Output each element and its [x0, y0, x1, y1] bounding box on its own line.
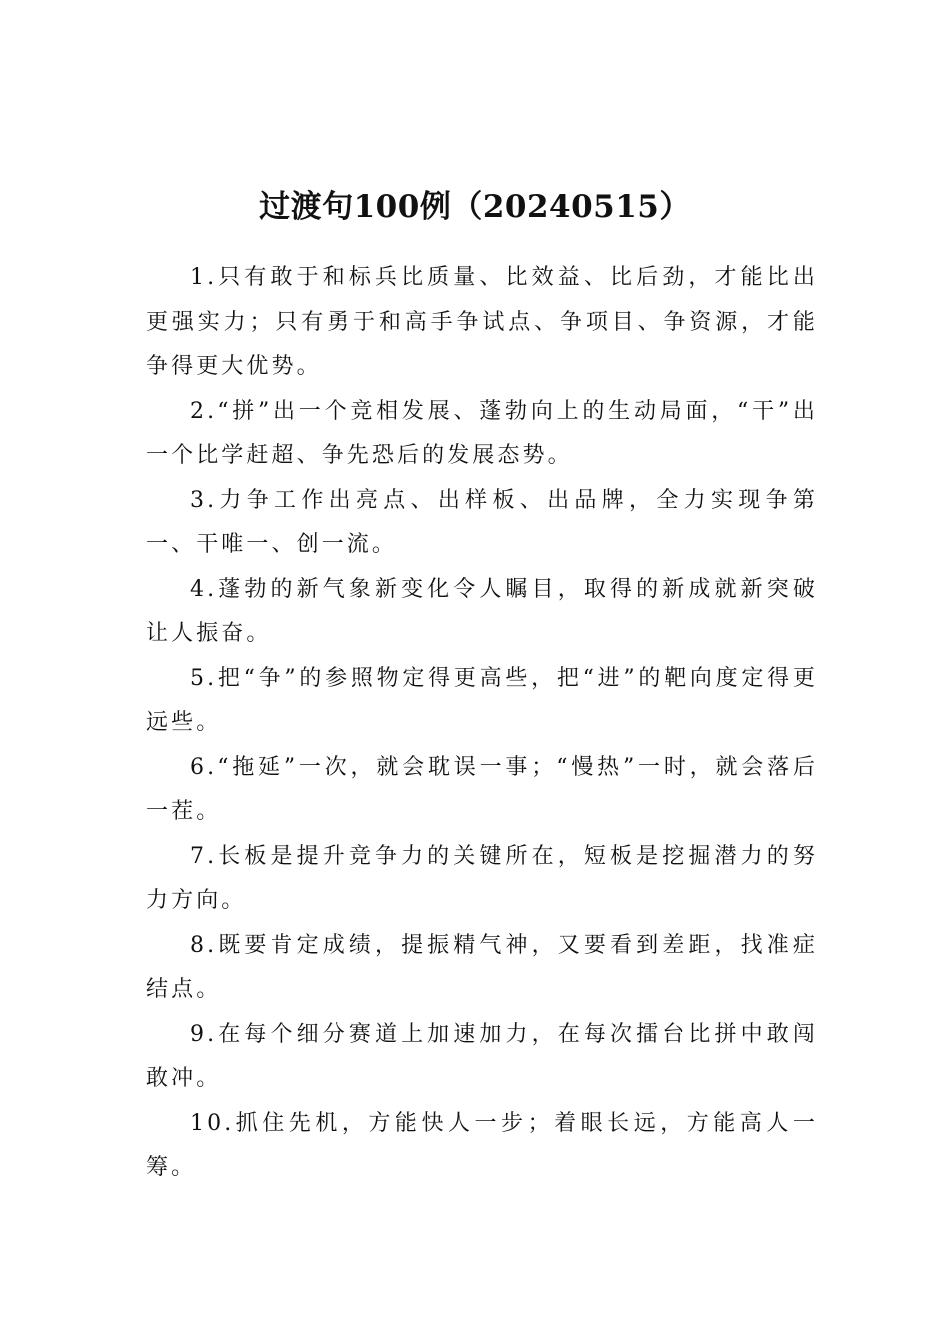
- paragraph-6: 6.“拖延”一次，就会耽误一事；“慢热”一时，就会落后一茬。: [146, 754, 818, 824]
- paragraph-5: 5.把“争”的参照物定得更高些，把“进”的靶向度定得更远些。: [146, 665, 818, 735]
- paragraph-9: 9.在每个细分赛道上加速加力，在每次擂台比拼中敢闯敢冲。: [146, 1021, 818, 1091]
- paragraph-1: 1.只有敢于和标兵比质量、比效益、比后劲，才能比出更强实力；只有勇于和高手争试点、争项目、争资源，才能争得更大优势。: [146, 265, 818, 379]
- paragraph-4: 4.蓬勃的新气象新变化令人瞩目，取得的新成就新突破让人振奋。: [146, 576, 818, 646]
- paragraph-3: 3.力争工作出亮点、出样板、出品牌，全力实现争第一、干唯一、创一流。: [146, 487, 818, 557]
- paragraph-7: 7.长板是提升竞争力的关键所在，短板是挖掘潜力的努力方向。: [146, 843, 818, 913]
- paragraph-2: 2.“拼”出一个竞相发展、蓬勃向上的生动局面，“干”出一个比学赶超、争先恐后的发展态势。: [146, 398, 818, 468]
- document-title: 过渡句100例（20240515）: [259, 188, 691, 225]
- paragraph-10: 10.抓住先机，方能快人一步；着眼长远，方能高人一筹。: [146, 1110, 818, 1180]
- paragraph-8: 8.既要肯定成绩，提振精气神，又要看到差距，找准症结点。: [146, 932, 818, 1002]
- document-body: [146, 256, 818, 1191]
